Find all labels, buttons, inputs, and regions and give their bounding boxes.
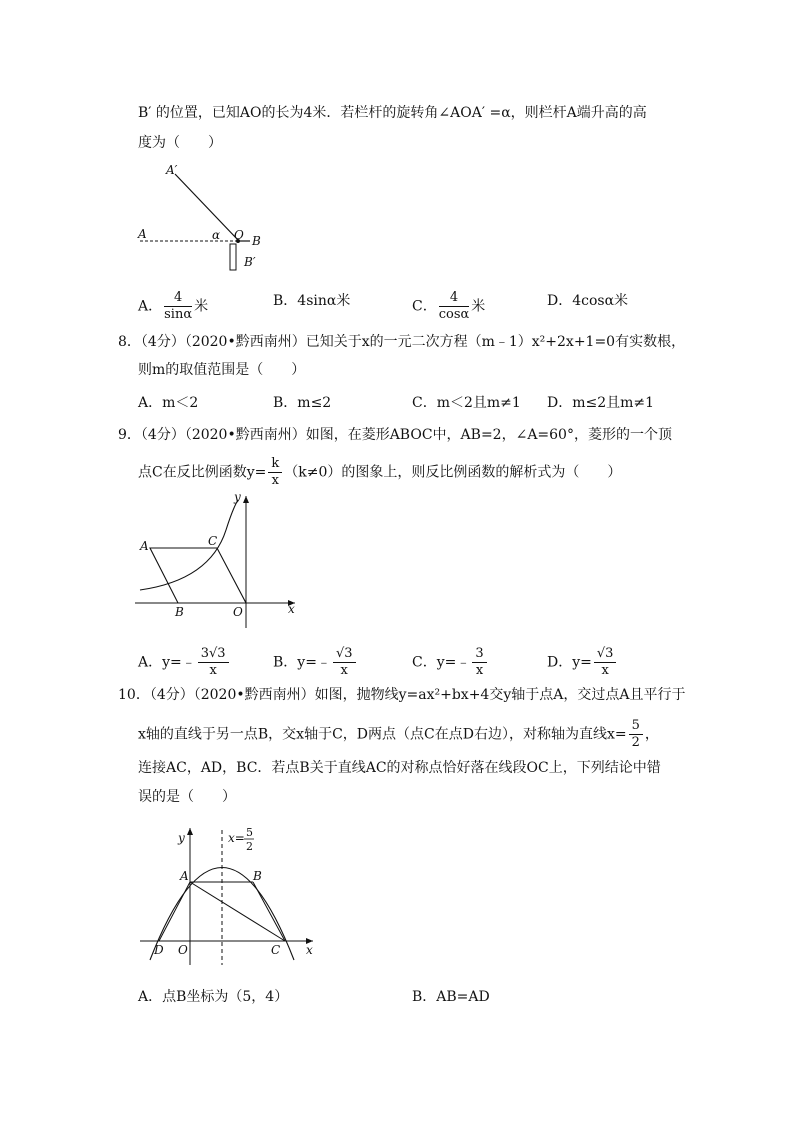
q10-label-axis: x=	[228, 831, 245, 845]
q9-label-a: A	[140, 539, 149, 553]
q8-text-line2: 则m的取值范围是（ ）	[138, 362, 306, 378]
q7-label-a: A	[138, 227, 147, 241]
q7-label-alpha: α	[212, 228, 221, 242]
q10-option-b[interactable]: B．AB=AD	[412, 989, 490, 1005]
q8-option-c[interactable]: C．m＜2且m≠1	[412, 395, 521, 411]
q10-axis-frac: $\frac{5}{2}$	[629, 718, 643, 751]
q7-option-c[interactable]: C． $\frac{4}{\cos\alpha}$ 米	[412, 290, 486, 322]
q9-label-c: C	[208, 534, 218, 548]
q10-label-o: O	[178, 943, 188, 957]
q8-text-line1: 8．（4分）（2020•黔西南州）已知关于x的一元二次方程（m﹣1）x²+2x+1=0有实数根，	[118, 334, 686, 350]
q7-text-line2: 度为（ ）	[138, 135, 222, 151]
q10-text-line4: 误的是（ ）	[138, 789, 236, 805]
q10-figure	[130, 820, 330, 970]
q9-text-line2: 点C在反比例函数y= $\frac{k}{x}$ （k≠0）的图象上，则反比例函数的解析式为（ ）	[138, 456, 622, 488]
q8-option-a[interactable]: A．m＜2	[138, 395, 199, 411]
q9-option-d[interactable]: D．y= $\frac{√3}{x}$	[547, 646, 618, 679]
q10-label-y: y	[178, 831, 185, 845]
q7-option-c-frac: $\frac{4}{\cos\alpha}$	[438, 290, 470, 322]
q10-label-b: B	[253, 869, 262, 883]
q9-label-x: x	[288, 602, 295, 616]
q9-option-a[interactable]: A．y=﹣ $\frac{3√3}{x}$	[138, 646, 231, 679]
q7-option-d[interactable]: D．4cosα米	[547, 293, 629, 309]
q9-label-b: B	[175, 605, 184, 619]
q10-text-line2: x轴的直线于另一点B，交x轴于C，D两点（点C在点D右边），对称轴为直线x= $\frac{5}{2}$ ，	[138, 718, 659, 750]
q7-figure	[130, 160, 270, 280]
q8-option-d[interactable]: D．m≤2且m≠1	[547, 395, 655, 411]
q7-label-b: B	[252, 234, 261, 248]
q9-label-o: O	[233, 605, 243, 619]
q7-option-a-frac: $\frac{4}{\sin\alpha}$	[164, 290, 193, 322]
q10-option-a[interactable]: A．点B坐标为（5，4）	[138, 989, 289, 1005]
q9-figure	[130, 490, 310, 630]
q10-label-axis-den: 2	[246, 840, 253, 853]
q10-label-axis-num: 5	[246, 826, 253, 839]
q7-label-o: O	[234, 228, 244, 242]
q10-label-c: C	[271, 943, 281, 957]
q7-label-a-prime: A′	[166, 163, 178, 177]
q10-label-a: A	[180, 869, 189, 883]
q10-text-line1: 10．（4分）（2020•黔西南州）如图，抛物线y=ax²+bx+4交y轴于点A，交过点A且平行于	[118, 687, 686, 703]
q9-option-c[interactable]: C．y=﹣ $\frac{3}{x}$	[412, 646, 489, 679]
q8-option-b[interactable]: B．m≤2	[273, 395, 332, 411]
q7-option-b[interactable]: B．4sinα米	[273, 293, 351, 309]
q9-label-y: y	[234, 490, 241, 504]
q7-label-b-prime: B′	[244, 255, 256, 269]
q9-text-line1: 9．（4分）（2020•黔西南州）如图，在菱形ABOC中，AB=2，∠A=60°，菱形的一个顶	[118, 427, 672, 443]
q10-label-d: D	[154, 943, 164, 957]
q7-text-line1: B′ 的位置，已知AO的长为4米．若栏杆的旋转角∠AOA′ =α，则栏杆A端升高的高	[138, 105, 647, 121]
q9-option-b[interactable]: B．y=﹣ $\frac{√3}{x}$	[273, 646, 358, 679]
q10-text-line3: 连接AC，AD，BC．若点B关于直线AC的对称点恰好落在线段OC上，下列结论中错	[138, 760, 661, 776]
q9-kx-frac: $\frac{k}{x}$	[268, 456, 282, 489]
q7-option-a[interactable]: A． $\frac{4}{\sin\alpha}$ 米	[138, 290, 209, 322]
q10-label-x: x	[306, 943, 313, 957]
